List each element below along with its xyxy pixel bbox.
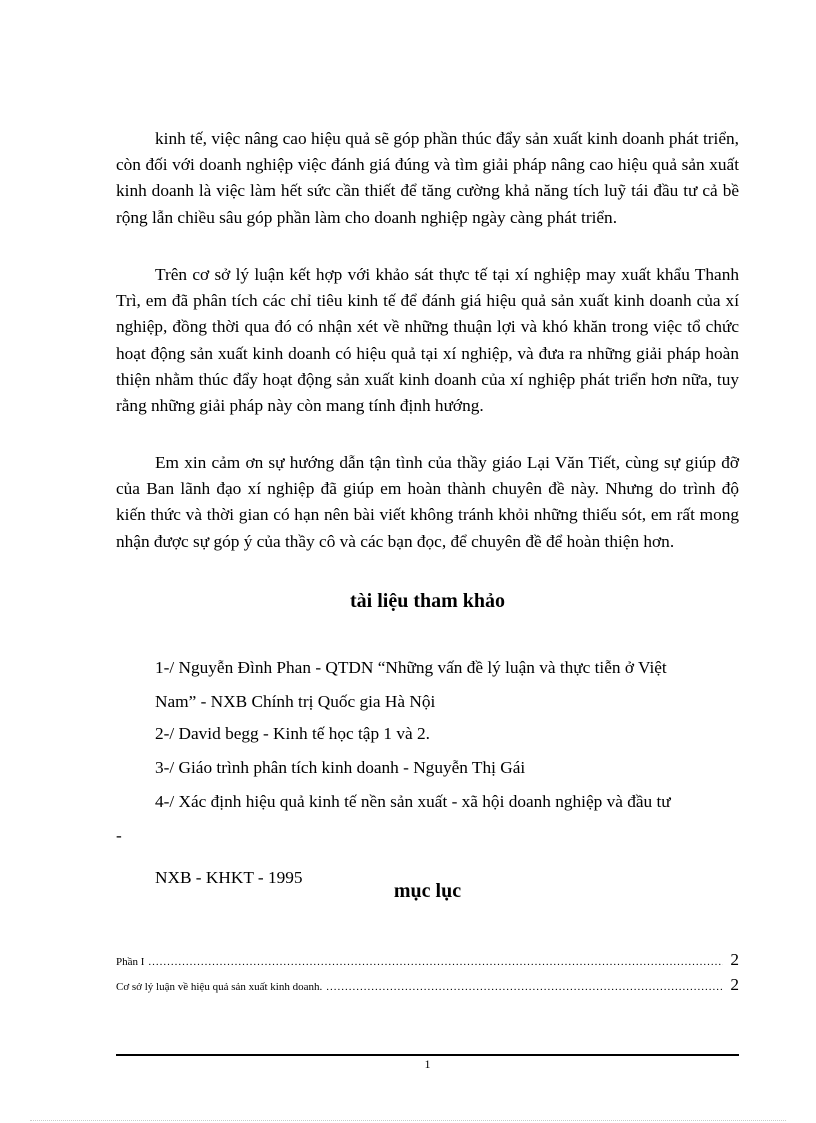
body-paragraph: Em xin cảm ơn sự hướng dẫn tận tình của thầy giáo Lại Văn Tiết, cùng sự giúp đỡ của Ban lãnh đạo xí nghiệp đã giúp em hoàn thành chuyên đề này. Nhưng do trình độ kiến thức và thời gian có hạn nên bài viết không tránh khỏi những thiếu sót, em rất mong nhận được sự góp ý của thầy cô và các bạn đọc, để chuyên đề để hoàn thiện hơn. <box>116 453 739 551</box>
reference-text-continued: Nam” - NXB Chính trị Quốc gia Hà Nội <box>155 692 436 711</box>
reference-item <box>155 651 739 719</box>
reference-text: 4-/ Xác định hiệu quả kinh tế nền sản xuất - xã hội doanh nghiệp và đầu tư <box>155 792 671 811</box>
page-number: 1 <box>424 1057 431 1071</box>
reference-text: 2-/ David begg - Kinh tế học tập 1 và 2. <box>155 724 430 743</box>
toc-heading: mục lục <box>393 880 462 902</box>
reference-item <box>155 717 739 751</box>
references-heading: tài liệu tham khảo <box>349 590 506 612</box>
page-bottom-border <box>30 1120 786 1121</box>
footer-divider <box>116 1054 739 1056</box>
toc-entry-label: Cơ sở lý luận về hiệu quả sản xuất kinh doanh. <box>116 981 323 993</box>
reference-publisher: NXB - KHKT - 1995 <box>155 868 303 887</box>
body-paragraph: kinh tế, việc nâng cao hiệu quả sẽ góp phần thúc đẩy sản xuất kinh doanh phát triển, còn đối với doanh nghiệp việc đánh giá đúng và tìm giải pháp nâng cao hiệu quả sản xuất kinh doanh là việc làm hết sức cần thiết để tăng cường khả năng tích luỹ tái đầu tư cả bề rộng lẫn chiều sâu góp phần làm cho doanh nghiệp ngày càng phát triển. <box>116 129 739 227</box>
reference-item <box>116 785 739 895</box>
reference-text: 3-/ Giáo trình phân tích kinh doanh - Nguyễn Thị Gái <box>155 758 526 777</box>
reference-text: 1-/ Nguyễn Đình Phan - QTDN “Những vấn đề lý luận và thực tiễn ở Việt <box>155 658 667 677</box>
toc-entry[interactable] <box>116 975 739 995</box>
body-paragraph: Trên cơ sở lý luận kết hợp với khảo sát thực tế tại xí nghiệp may xuất khẩu Thanh Trì, em đã phân tích các chỉ tiêu kinh tế để đánh giá hiệu quả sản xuất kinh doanh của xí nghiệp, đồng thời qua đó có nhận xét về những thuận lợi và khó khăn trong việc tổ chức hoạt động sản xuất kinh doanh có hiệu quả tại xí nghiệp, và đưa ra những giải pháp hoàn thiện nhằm thúc đẩy hoạt động sản xuất kinh doanh của xí nghiệp phát triển hơn nữa, tuy rằng những giải pháp này còn mang tính định hướng. <box>116 265 739 416</box>
toc-entry[interactable] <box>116 950 739 970</box>
toc-entry-label: Phần I <box>116 956 145 968</box>
toc-entry-page: 2 <box>730 950 739 969</box>
toc-leader <box>148 956 723 968</box>
reference-item <box>155 751 739 785</box>
reference-text-continued: - <box>116 826 122 845</box>
toc-leader <box>326 981 723 993</box>
toc-entry-page: 2 <box>730 975 739 994</box>
